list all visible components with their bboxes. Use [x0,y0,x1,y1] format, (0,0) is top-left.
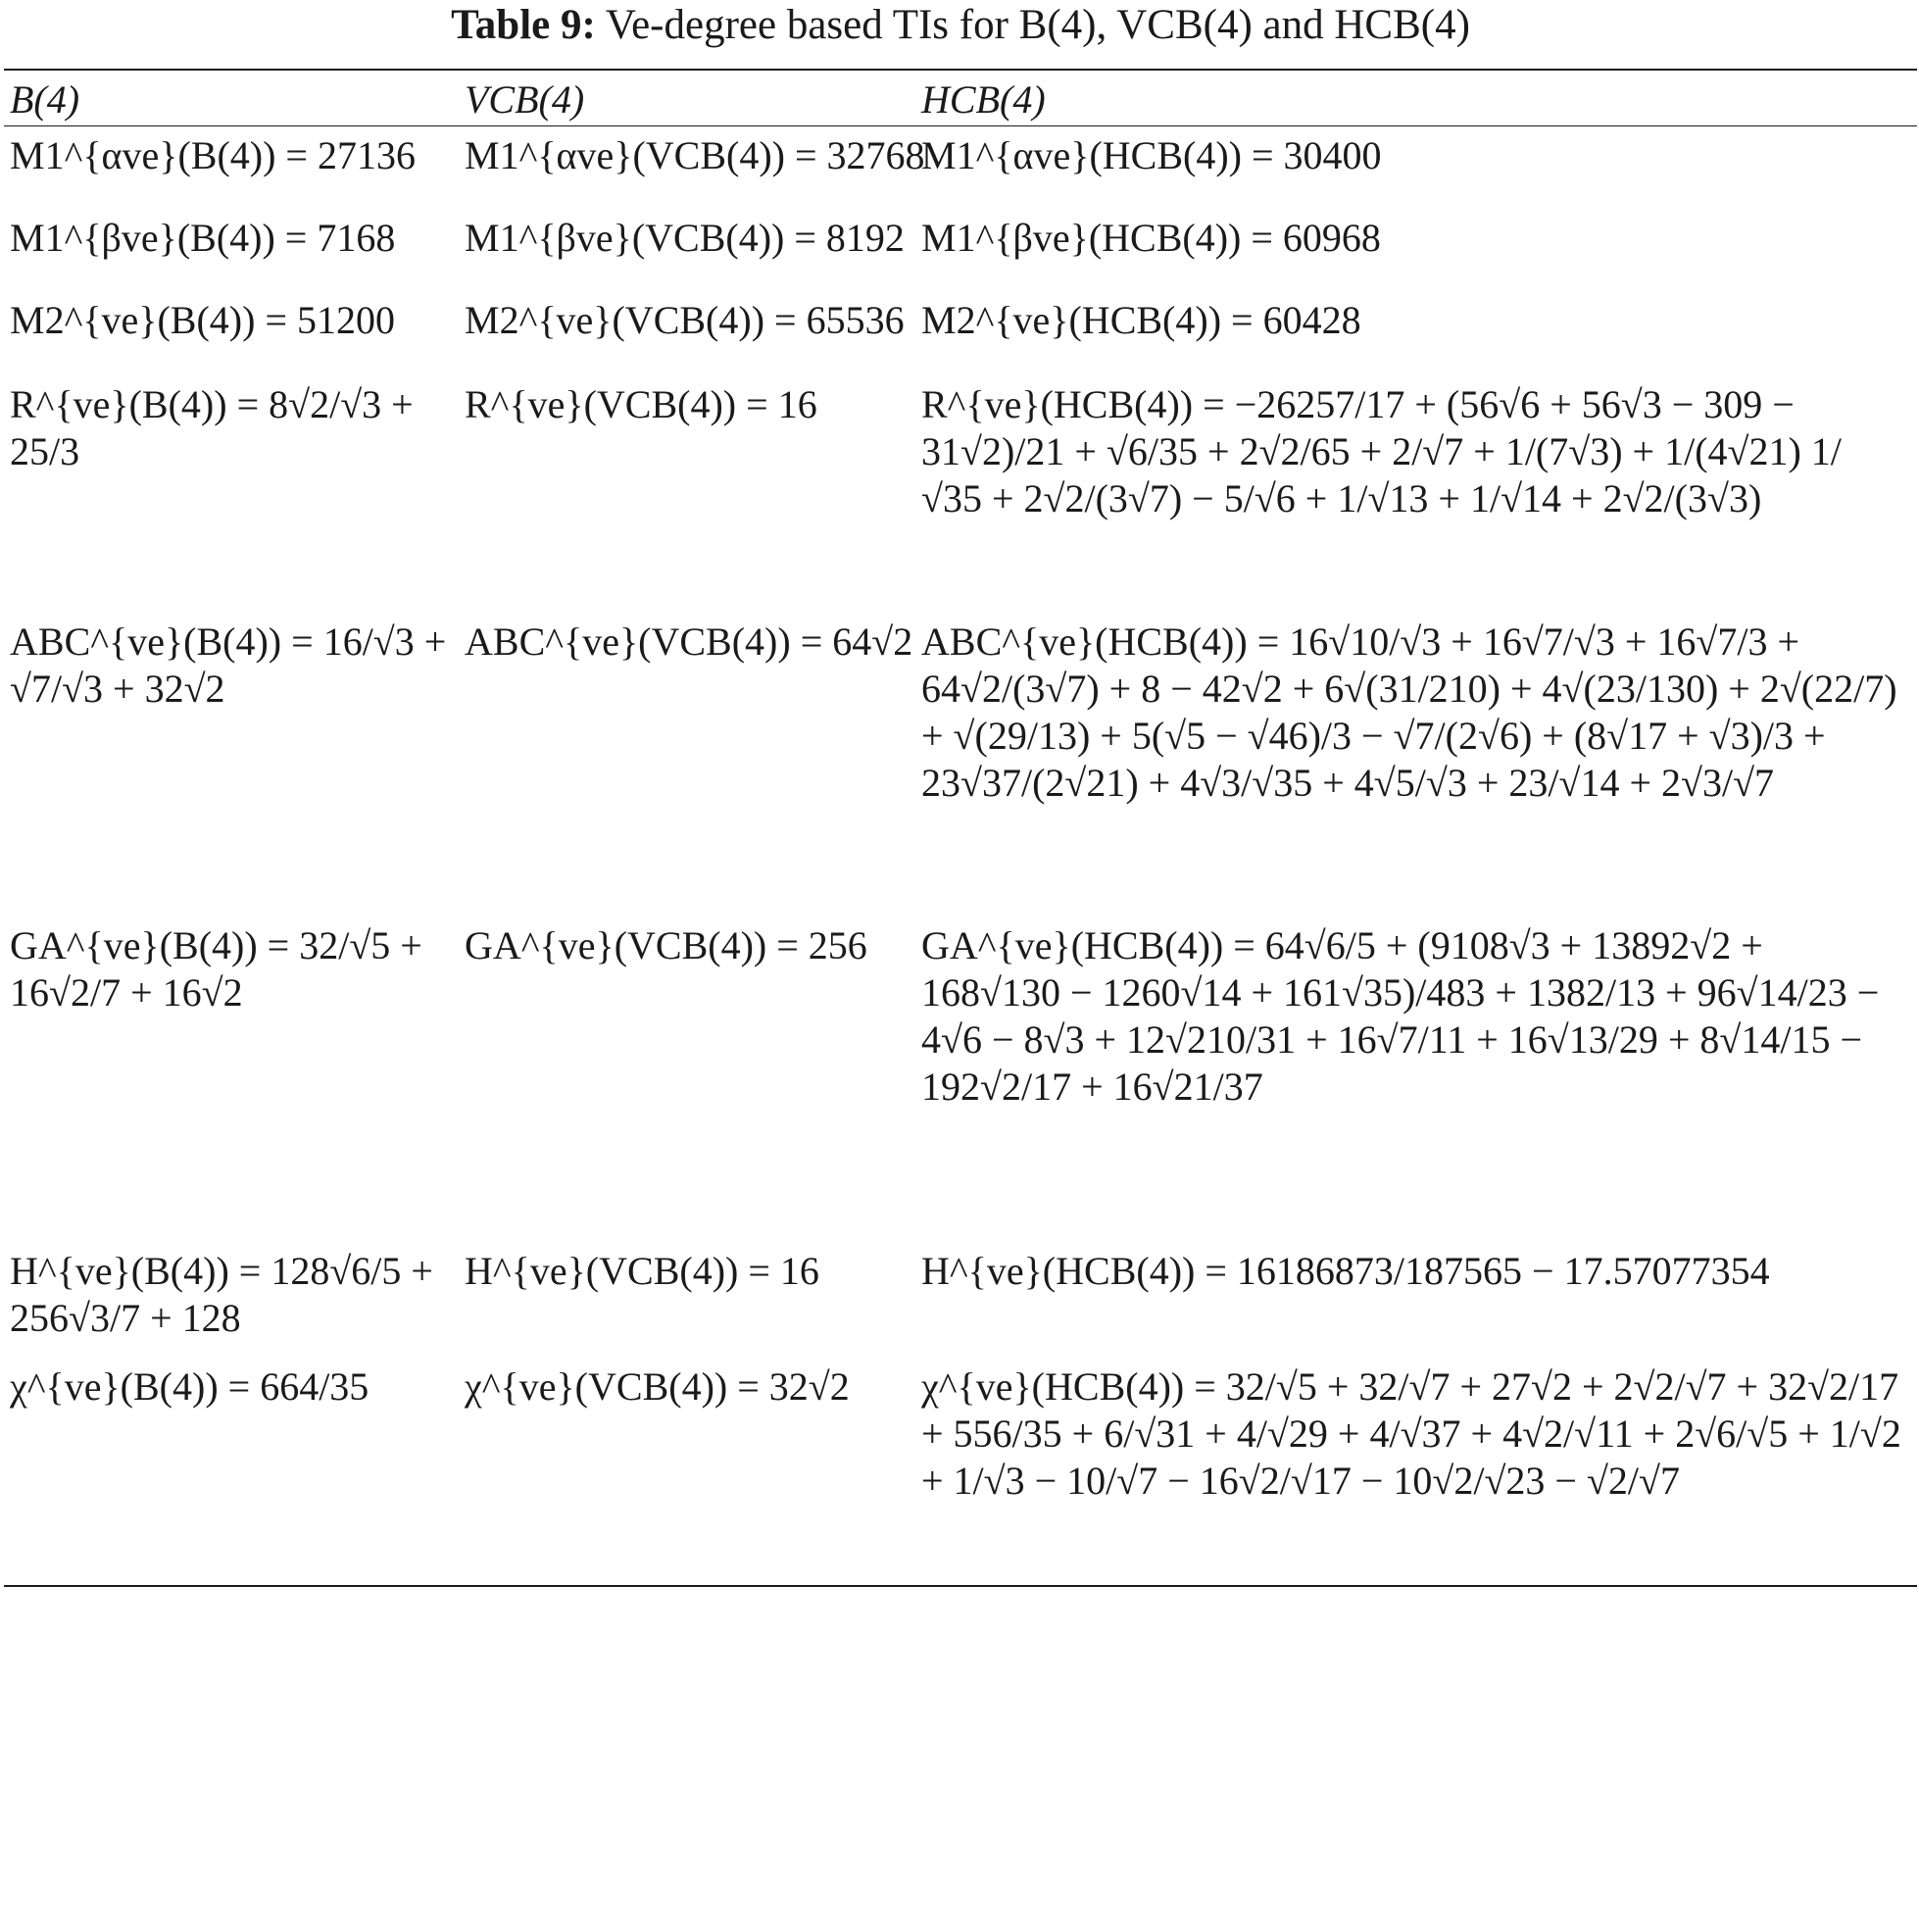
caption-text: Ve-degree based TIs for B(4), VCB(4) and HCB(4) [605,2,1470,48]
table-row [4,916,1917,1242]
table-row [4,1242,1917,1358]
table-row [4,126,1917,209]
table-row [4,613,1917,916]
cell-b4: GA^{ve}(B(4)) = 32/√5 + 16√2/7 + 16√2 [10,923,422,1015]
cell-b4: M2^{ve}(B(4)) = 51200 [10,298,396,342]
cell-vcb4: M1^{βve}(VCB(4)) = 8192 [465,216,905,260]
caption-label: Table 9: [451,2,596,48]
cell-vcb4: M2^{ve}(VCB(4)) = 65536 [465,298,905,342]
col-header-hcb4: HCB(4) [921,77,1046,122]
cell-hcb4: GA^{ve}(HCB(4)) = 64√6/5 + (9108√3 + 13892√2 + 168√130 − 1260√14 + 161√35)/483 + 1382/13 + 96√14/23 − 4√6 − 8√3 + 12√210/31 + 16√7/11 + 16√13/29 + 8√14/15 − 192√2/17 + 16√21/37 [921,923,1880,1109]
cell-hcb4: R^{ve}(HCB(4)) = −26257/17 + (56√6 + 56√3 − 309 − 31√2)/21 + √6/35 + 2√2/65 + 2/√7 + 1/(7√3) + 1/(4√21) 1/√35 + 2√2/(3√7) − 5/√6 + 1/√13 + 1/√14 + 2√2/(3√3) [921,382,1842,520]
cell-hcb4: M1^{αve}(HCB(4)) = 30400 [921,133,1382,177]
cell-b4: M1^{βve}(B(4)) = 7168 [10,216,396,260]
cell-hcb4: M2^{ve}(HCB(4)) = 60428 [921,298,1361,342]
cell-vcb4: GA^{ve}(VCB(4)) = 256 [465,923,867,967]
cell-hcb4: χ^{ve}(HCB(4)) = 32/√5 + 32/√7 + 27√2 + 2√2/√7 + 32√2/17 + 556/35 + 6/√31 + 4/√29 + 4/√37 + 4√2/√11 + 2√6/√5 + 1/√2 + 1/√3 − 10/√7 − 16√2/√17 − 10√2/√23 − √2/√7 [921,1364,1901,1503]
cell-hcb4: ABC^{ve}(HCB(4)) = 16√10/√3 + 16√7/√3 + 16√7/3 + 64√2/(3√7) + 8 − 42√2 + 6√(31/210) + 4√(23/130) + 2√(22/7) + √(29/13) + 5(√5 − √46)/3 − √7/(2√6) + (8√17 + √3)/3 + 23√37/(2√21) + 4√3/√35 + 4√5/√3 + 23/√14 + 2√3/√7 [921,619,1897,805]
table-row [4,209,1917,291]
col-header-b4: B(4) [10,77,80,122]
cell-hcb4: M1^{βve}(HCB(4)) = 60968 [921,216,1381,260]
cell-b4: M1^{αve}(B(4)) = 27136 [10,133,416,177]
cell-hcb4: H^{ve}(HCB(4)) = 16186873/187565 − 17.57077354 [921,1249,1770,1293]
cell-vcb4: M1^{αve}(VCB(4)) = 32768 [465,133,925,177]
cell-vcb4: χ^{ve}(VCB(4)) = 32√2 [465,1364,850,1409]
cell-b4: H^{ve}(B(4)) = 128√6/5 + 256√3/7 + 128 [10,1249,433,1340]
cell-b4: χ^{ve}(B(4)) = 664/35 [10,1364,369,1409]
cell-b4: ABC^{ve}(B(4)) = 16/√3 + √7/√3 + 32√2 [10,619,447,711]
table-row [4,1358,1917,1585]
col-header-vcb4: VCB(4) [465,77,585,122]
table-row [4,375,1917,613]
table-caption [4,0,1917,51]
cell-b4: R^{ve}(B(4)) = 8√2/√3 + 25/3 [10,382,414,473]
bottom-rule [4,1585,1917,1587]
table-row [4,291,1917,375]
cell-vcb4: ABC^{ve}(VCB(4)) = 64√2 [465,619,913,664]
cell-vcb4: H^{ve}(VCB(4)) = 16 [465,1249,819,1293]
header-row [4,71,1917,125]
cell-vcb4: R^{ve}(VCB(4)) = 16 [465,382,817,426]
table-9 [4,0,1917,1587]
